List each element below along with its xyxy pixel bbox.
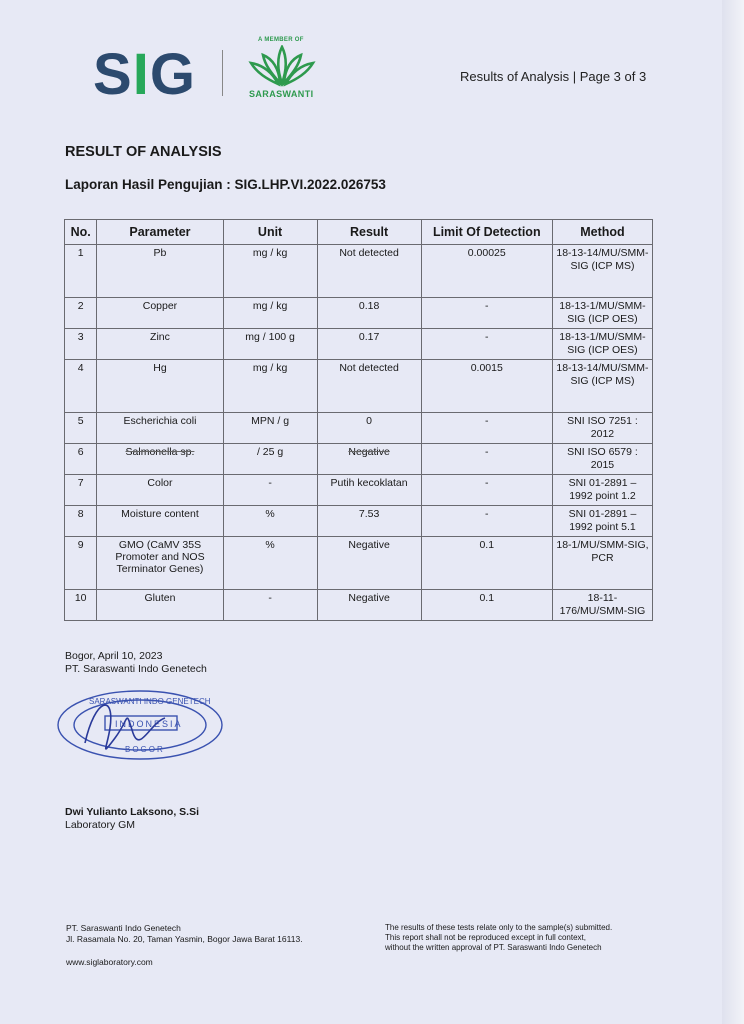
cell-method: 18-1/MU/SMM-SIG, PCR [552,537,652,590]
table-row [65,537,653,590]
cell-result: Negative [317,444,421,475]
header-no: No. [65,220,97,245]
logo-divider [222,50,223,96]
cell-method: 18-13-1/MU/SMM-SIG (ICP OES) [552,329,652,360]
cell-lod: - [421,329,552,360]
member-of-label: A MEMBER OF [258,37,304,43]
cell-no: 3 [65,329,97,360]
cell-result: Not detected [317,245,421,298]
footer-website-link[interactable]: www.siglaboratory.com [66,957,153,967]
cell-no: 9 [65,537,97,590]
table-row [65,413,653,444]
cell-parameter: Pb [97,245,223,298]
cell-parameter: Copper [97,298,223,329]
cell-parameter: Gluten [97,590,223,621]
table-row [65,329,653,360]
sig-logo-text: SIG [93,42,196,107]
cell-method: SNI 01-2891 – 1992 point 1.2 [552,475,652,506]
cell-result: 7.53 [317,506,421,537]
cell-lod: - [421,298,552,329]
header-unit: Unit [223,220,317,245]
cell-parameter: Salmonella sp. [97,444,223,475]
cell-unit: / 25 g [223,444,317,475]
cell-method: 18-11-176/MU/SMM-SIG [552,590,652,621]
disclaimer-line: The results of these tests relate only to the sample(s) submitted. [385,923,613,932]
cell-unit: % [223,537,317,590]
cell-lod: 0.0015 [421,360,552,413]
svg-text:INDONESIA: INDONESIA [115,719,183,729]
cell-method: 18-13-1/MU/SMM-SIG (ICP OES) [552,298,652,329]
cell-parameter: Hg [97,360,223,413]
cell-no: 4 [65,360,97,413]
disclaimer-line: This report shall not be reproduced except in full context, [385,933,586,942]
cell-method: SNI 01-2891 – 1992 point 5.1 [552,506,652,537]
cell-unit: mg / 100 g [223,329,317,360]
sig-logo [93,42,196,107]
cell-unit: - [223,475,317,506]
cell-unit: mg / kg [223,245,317,298]
cell-result: Negative [317,537,421,590]
table-row [65,360,653,413]
cell-lod: - [421,413,552,444]
cell-result: 0 [317,413,421,444]
cell-unit: mg / kg [223,298,317,329]
signatory-name: Dwi Yulianto Laksono, S.Si [65,806,199,818]
cell-no: 6 [65,444,97,475]
table-row [65,475,653,506]
footer-address [66,923,303,945]
page-indicator: Results of Analysis | Page 3 of 3 [460,69,647,84]
cell-no: 1 [65,245,97,298]
svg-text:BOGOR: BOGOR [125,745,165,754]
cell-parameter: GMO (CaMV 35S Promoter and NOS Terminator Genes) [97,537,223,590]
table-row [65,444,653,475]
disclaimer-line: without the written approval of PT. Saraswanti Indo Genetech [385,943,602,952]
footer-disclaimer [385,923,612,953]
cell-unit: MPN / g [223,413,317,444]
footer-company: PT. Saraswanti Indo Genetech [66,923,181,933]
cell-result: Putih kecoklatan [317,475,421,506]
cell-result: Not detected [317,360,421,413]
cell-method: SNI ISO 7251 : 2012 [552,413,652,444]
cell-method: SNI ISO 6579 : 2015 [552,444,652,475]
cell-lod: - [421,506,552,537]
cell-method: 18-13-14/MU/SMM-SIG (ICP MS) [552,360,652,413]
cell-unit: mg / kg [223,360,317,413]
cell-result: Negative [317,590,421,621]
table-header-row [65,220,653,245]
cell-no: 8 [65,506,97,537]
company-stamp-and-signature [55,688,225,763]
header-limit-of-detection: Limit Of Detection [421,220,552,245]
cell-parameter: Moisture content [97,506,223,537]
table-row [65,506,653,537]
table-row [65,298,653,329]
table-row [65,245,653,298]
cell-parameter: Color [97,475,223,506]
cell-lod: - [421,444,552,475]
footer-street: Jl. Rasamala No. 20, Taman Yasmin, Bogor Jawa Barat 16113. [66,934,303,944]
header-parameter: Parameter [97,220,223,245]
cell-lod: 0.1 [421,590,552,621]
cell-lod: - [421,475,552,506]
signature-block-header [65,650,207,676]
cell-lod: 0.00025 [421,245,552,298]
issuing-company: PT. Saraswanti Indo Genetech [65,663,207,675]
signatory-role: Laboratory GM [65,819,136,831]
saraswanti-leaf-icon [247,45,317,87]
cell-no: 10 [65,590,97,621]
results-table [64,219,653,621]
header-result: Result [317,220,421,245]
cell-method: 18-13-14/MU/SMM-SIG (ICP MS) [552,245,652,298]
cell-unit: - [223,590,317,621]
cell-parameter: Escherichia coli [97,413,223,444]
cell-no: 7 [65,475,97,506]
table-row [65,590,653,621]
cell-lod: 0.1 [421,537,552,590]
cell-result: 0.18 [317,298,421,329]
cell-unit: % [223,506,317,537]
cell-no: 5 [65,413,97,444]
cell-parameter: Zinc [97,329,223,360]
cell-result: 0.17 [317,329,421,360]
saraswanti-name: SARASWANTI [249,89,314,99]
svg-text:SARASWANTI INDO GENETECH: SARASWANTI INDO GENETECH [89,697,211,706]
report-number: Laporan Hasil Pengujian : SIG.LHP.VI.2022.026753 [65,177,386,192]
signatory [65,806,199,832]
cell-no: 2 [65,298,97,329]
document-title: RESULT OF ANALYSIS [65,144,222,160]
header-method: Method [552,220,652,245]
place-date: Bogor, April 10, 2023 [65,650,163,662]
scan-edge [722,0,744,1024]
